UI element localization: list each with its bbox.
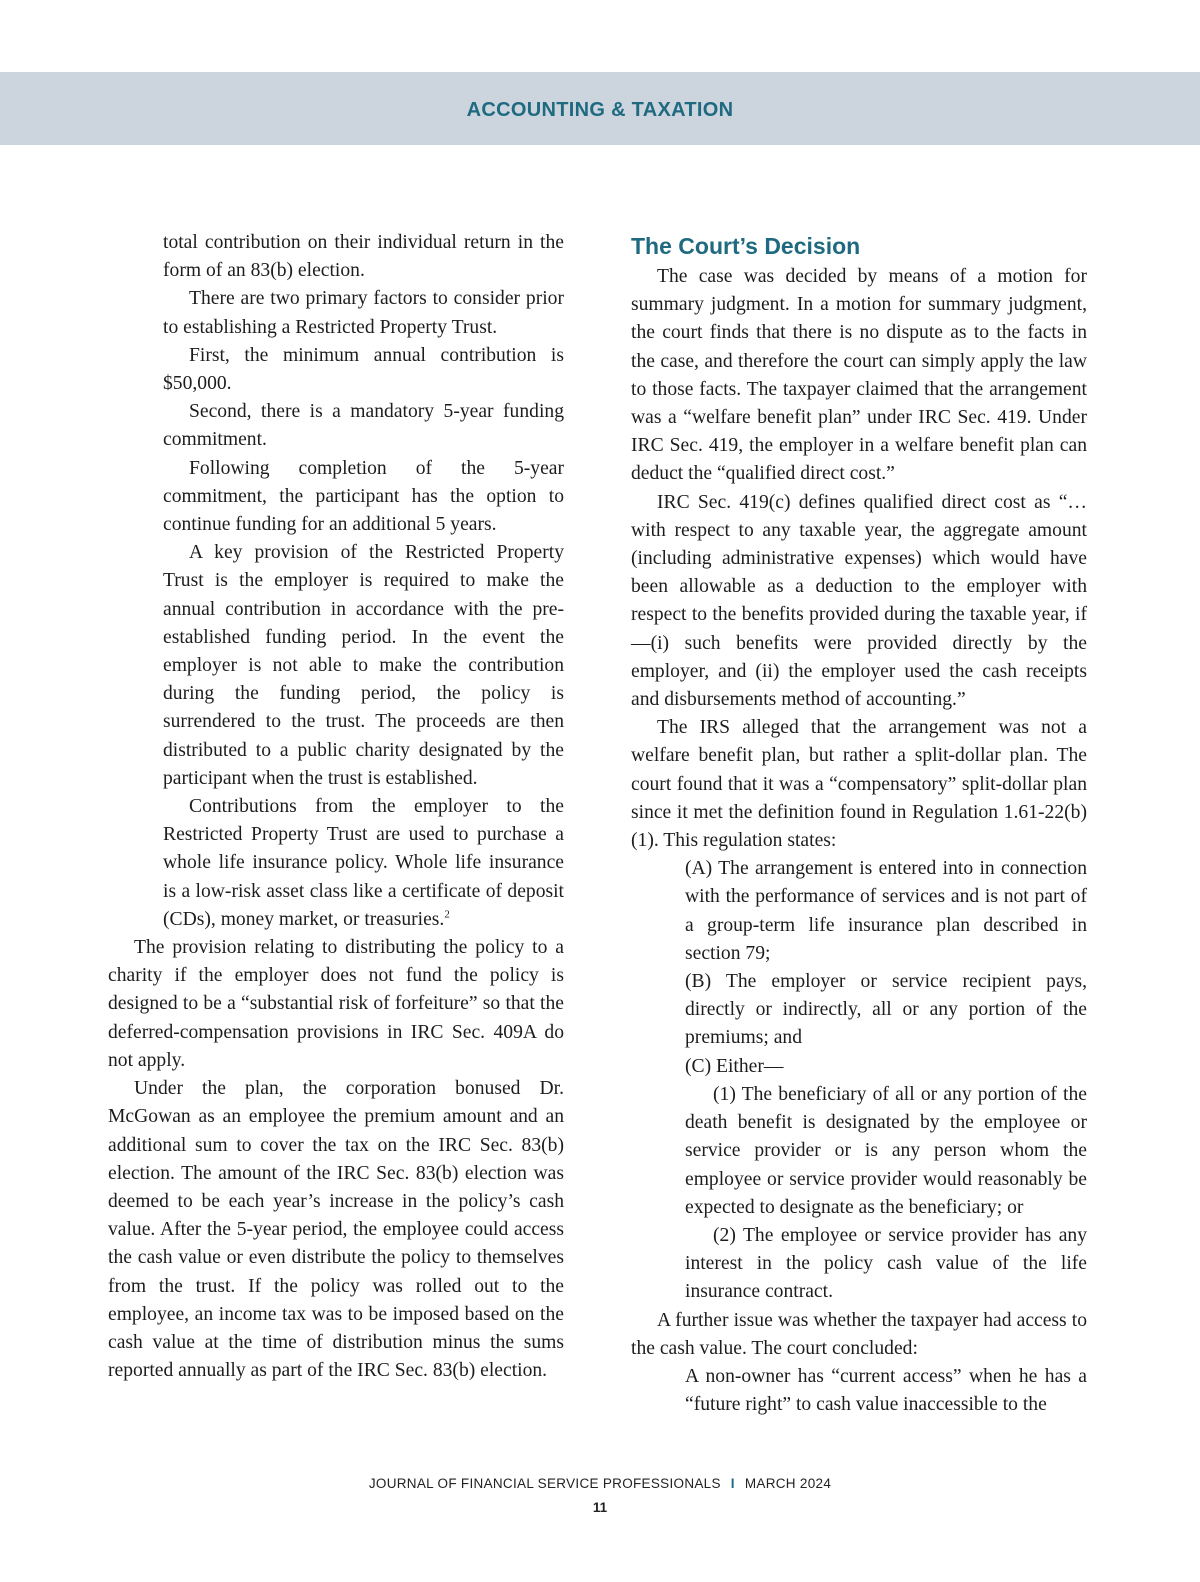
paragraph: A further issue was whether the taxpayer had access to the cash value. The court concluded: <box>631 1309 1087 1359</box>
paragraph-text: Contributions from the employer to the Restricted Property Trust are used to purchase a whole life insurance policy. Whole life insurance is a low-risk asset class like a certificate of deposit (CDs), money market, or treasuries. <box>163 796 564 930</box>
paragraph: The case was decided by means of a motion for summary judgment. In a motion for summary judgment, the court finds that there is no dispute as to the facts in the case, and therefore the court can simply apply the law to those facts. The taxpayer claimed that the arrangement was a “welfare benefit plan” under IRC Sec. 419. Under IRC Sec. 419, the employer in a welfare benefit plan can deduct the “qualified direct cost.” <box>631 266 1087 485</box>
quote-item: (B) The employer or service recipient pays, directly or indirectly, all or any portion of the premiums; and <box>685 971 1087 1049</box>
footnote-ref: 2 <box>444 908 450 921</box>
quote-subitem: (2) The employee or service provider has any interest in the policy cash value of the life insurance contract. <box>685 1224 1087 1303</box>
quote-item: (C) Either— <box>685 1055 784 1077</box>
footer-separator: I <box>730 1476 735 1491</box>
paragraph: Second, there is a mandatory 5-year funding commitment. <box>163 401 564 451</box>
left-column <box>108 229 564 1385</box>
quote-item: (A) The arrangement is entered into in connection with the performance of services and is not part of a group-term life insurance plan described in section 79; <box>685 858 1087 964</box>
paragraph: There are two primary factors to consider prior to establishing a Restricted Property Trust. <box>163 288 564 338</box>
paragraph: A key provision of the Restricted Property Trust is the employer is required to make the annual contribution in accordance with the pre-established funding period. In the event the employer is not able to make the contribution during the funding period, the policy is surrendered to the trust. The proceeds are then distributed to a public charity designated by the participant when the trust is established. <box>163 542 564 789</box>
section-title: ACCOUNTING & TAXATION <box>466 99 734 121</box>
paragraph: total contribution on their individual return in the form of an 83(b) election. <box>163 232 564 282</box>
paragraph: First, the minimum annual contribution is $50,000. <box>163 344 564 395</box>
paragraph: The provision relating to distributing the policy to a charity if the employer does not fund the policy is designed to be a “substantial risk of forfeiture” so that the deferred-compensation provisions in IRC Sec. 409A do not apply. <box>108 937 564 1071</box>
quote-text: A non-owner has “current access” when he has a “future right” to cash value inaccessible to the <box>685 1365 1087 1416</box>
footer-journal-line <box>0 1476 1200 1491</box>
indented-block <box>108 229 564 934</box>
paragraph: IRC Sec. 419(c) defines qualified direct cost as “…with respect to any taxable year, the aggregate amount (including administrative expenses) which would have been allowable as a deduction to the employer with respect to the benefits provided during the taxable year, if—(i) such benefits were provided directly by the employer, and (ii) the employer used the cash receipts and disbursements method of accounting.” <box>631 491 1087 711</box>
court-quote <box>631 1363 1087 1419</box>
paragraph <box>163 793 564 934</box>
section-heading: The Court’s Decision <box>631 233 861 259</box>
paragraph: Following completion of the 5-year commitment, the participant has the option to continue funding for an additional 5 years. <box>163 457 564 536</box>
paragraph: Under the plan, the corporation bonused Dr. McGowan as an employee the premium amount and an additional sum to cover the tax on the IRC Sec. 83(b) election. The amount of the IRC Sec. 83(b) election was deemed to be each year’s increase in the policy’s cash value. After the 5-year period, the employee could access the cash value or even distribute the policy to themselves from the trust. If the policy was rolled out to the employee, an income tax was to be imposed based on the cash value at the time of distribution minus the sums reported annually as part of the IRC Sec. 83(b) election. <box>108 1078 564 1382</box>
page-number: 11 <box>592 1500 608 1515</box>
right-column <box>631 229 1087 1419</box>
journal-name: JOURNAL OF FINANCIAL SERVICE PROFESSIONALS <box>368 1476 721 1491</box>
quote-subitem: (1) The beneficiary of all or any portion of the death benefit is designated by the employee or service provider or is any person whom the employee or service provider would reasonably be expected to designate as the beneficiary; or <box>685 1083 1087 1218</box>
body-block <box>108 934 564 1385</box>
issue-date: MARCH 2024 <box>744 1476 832 1491</box>
regulation-quote <box>631 855 1087 1306</box>
paragraph: The IRS alleged that the arrangement was not a welfare benefit plan, but rather a split-dollar plan. The court found that it was a “compensatory” split-dollar plan since it met the definition found in Regulation 1.61-22(b)(1). This regulation states: <box>631 717 1087 852</box>
section-header-band <box>0 72 1200 145</box>
